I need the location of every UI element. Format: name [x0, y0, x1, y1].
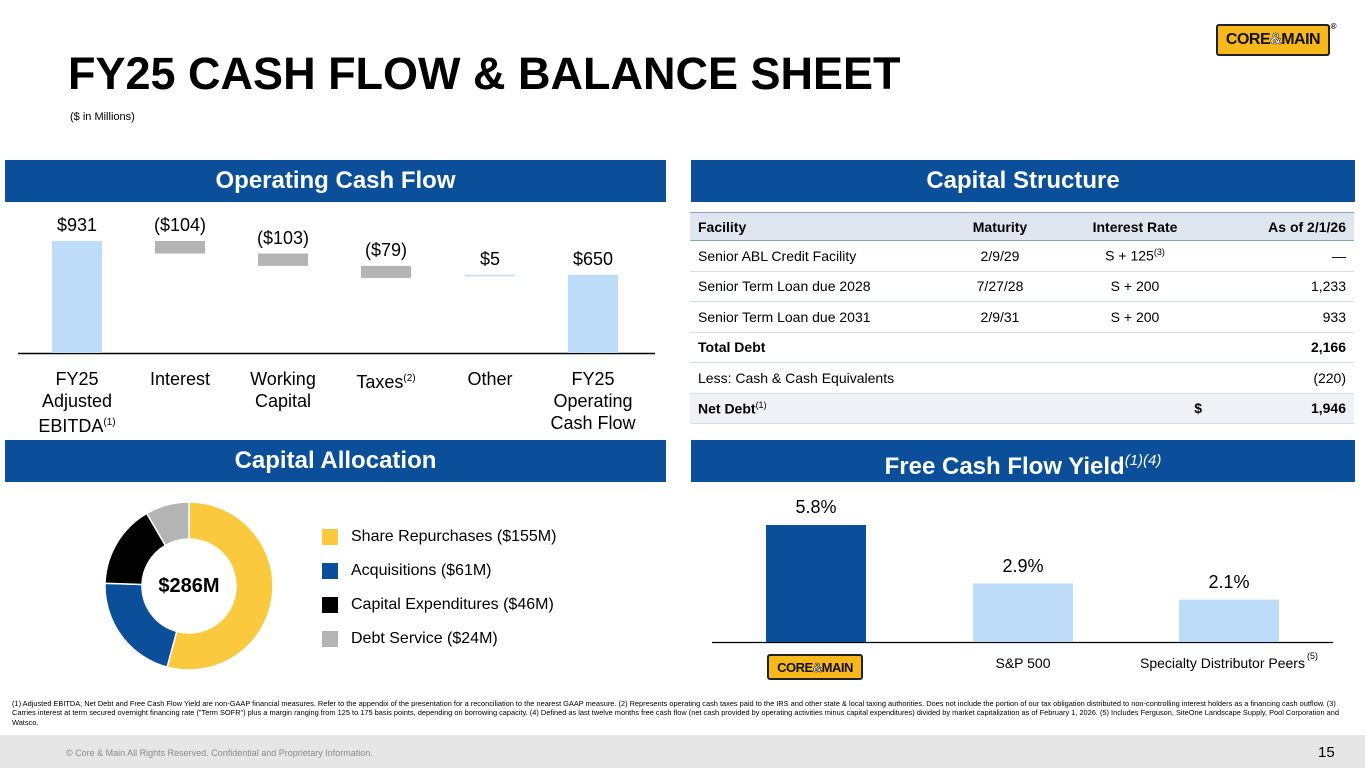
ocf-category-line: Capital — [254, 391, 312, 411]
rate-cell: S + 200 — [1060, 271, 1210, 302]
legend-swatch-capex — [322, 597, 338, 613]
total-debt-label: Total Debt — [690, 332, 940, 363]
legend-swatch-debt-service — [322, 631, 338, 647]
donut-center-total: $286M — [158, 575, 220, 597]
ocf-category-line: Cash Flow — [550, 413, 636, 433]
ocf-category-footnote: (1) — [103, 417, 116, 428]
logo-text-main: MAIN — [1281, 31, 1321, 48]
fcf-category-label: Specialty Distributor Peers $^{(5)}$ — [1140, 651, 1318, 671]
amount-cell: — — [1210, 241, 1354, 272]
col-interest-rate: Interest Rate — [1060, 213, 1210, 241]
ocf-value-label: ($103) — [256, 227, 310, 248]
logo-text-main: MAIN — [821, 659, 853, 675]
less-cash-label: Less: Cash & Cash Equivalents — [690, 363, 1060, 394]
table-row — [690, 241, 1354, 272]
net-debt-row — [690, 393, 1354, 424]
ocf-category-label — [125, 368, 235, 390]
fcf-bar — [766, 525, 866, 642]
fcf-category-footnote: (5) — [1306, 651, 1318, 661]
fcf-value-label: 5.8% — [795, 497, 837, 517]
legend-item — [322, 554, 556, 588]
col-as-of: As of 2/1/26 — [1210, 213, 1354, 241]
page-number: 15 — [1318, 744, 1335, 761]
section-capital-allocation: Capital Allocation — [5, 440, 666, 482]
fcf-category-label: S&P 500 — [995, 655, 1051, 671]
amount-cell: 933 — [1210, 302, 1354, 333]
rate-cell: S + 200 — [1060, 302, 1210, 333]
ocf-bar — [465, 275, 515, 277]
col-facility: Facility — [690, 213, 940, 241]
ocf-value-label: $650 — [572, 248, 614, 269]
fcf-value-label: 2.1% — [1208, 571, 1250, 592]
net-debt-amount: 1,946 — [1210, 393, 1354, 424]
logo-text-amp: & — [1270, 31, 1282, 48]
ocf-bar — [258, 254, 308, 266]
fcf-bar — [973, 584, 1073, 643]
legend-label: Acquisitions ($61M) — [351, 562, 492, 579]
facility-cell: Senior Term Loan due 2031 — [690, 302, 940, 333]
copyright-text: © Core & Main All Rights Reserved. Confidential and Proprietary Information. — [66, 748, 373, 758]
less-cash-row — [690, 363, 1354, 394]
logo-text-core: CORE — [777, 659, 813, 675]
amount-cell: 1,233 — [1210, 271, 1354, 302]
company-logo — [1216, 22, 1336, 56]
ocf-category-label — [228, 368, 338, 412]
net-debt-currency: $ — [1060, 393, 1210, 424]
core-and-main-category-logo — [767, 654, 863, 680]
total-debt-amount: 2,166 — [1210, 332, 1354, 363]
ocf-bar — [568, 275, 618, 353]
ocf-category-label — [331, 368, 441, 393]
total-debt-row — [690, 332, 1354, 363]
legend-item — [322, 622, 556, 656]
ocf-value-label: ($104) — [153, 215, 207, 235]
legend-label: Capital Expenditures ($46M) — [351, 596, 554, 613]
ocf-category-line: Taxes$^{(2)}$ — [356, 372, 416, 392]
ocf-bar — [52, 241, 102, 353]
rate-cell — [1060, 241, 1210, 272]
section-operating-cash-flow: Operating Cash Flow — [5, 160, 666, 202]
table-row — [690, 271, 1354, 302]
page-title: FY25 CASH FLOW & BALANCE SHEET — [68, 48, 901, 99]
ocf-category-line: Interest — [149, 369, 211, 389]
facility-cell: Senior Term Loan due 2028 — [690, 271, 940, 302]
ocf-bar — [361, 266, 411, 278]
logo-text-core: CORE — [1225, 31, 1271, 48]
ocf-category-footnote: (2) — [403, 373, 416, 384]
legend-label: Debt Service ($24M) — [351, 630, 498, 647]
ocf-value-label: ($79) — [364, 239, 408, 260]
capital-structure-table — [690, 212, 1354, 424]
footnotes: (1) Adjusted EBITDA, Net Debt and Free Cash Flow Yield are non-GAAP financial measures. Refer to the appendix of the presentation for a reconciliation to the nearest GAAP measure. (2) Represents operating cash taxes paid to the IRS and other state & local taxing authorities. Does not include the portion of our tax obligation distributed to non-controlling interest holders as a financing cash outflow. (3) Carries interest at term secured overnight financing rate ("Term SOFR") plus a margin ranging from 125 to 175 basis points, depending on borrowing capacity. (4) Defined as last twelve months free cash flow (net cash provided by operating activities minus capital expenditures) divided by market capitalization as of February 1, 2026. (5) Includes Ferguson, SiteOne Landscape Supply, Pool Corporation and Watsco. — [12, 699, 1339, 727]
legend-item — [322, 588, 556, 622]
less-cash-amount: (220) — [1210, 363, 1354, 394]
fcf-yield-title: Free Cash Flow Yield — [884, 453, 1125, 480]
ocf-category-line: Other — [467, 369, 513, 389]
ocf-value-label: $931 — [56, 215, 98, 235]
maturity-cell: 7/27/28 — [940, 271, 1060, 302]
fcf-value-label: 2.9% — [1002, 555, 1044, 576]
table-header-row — [690, 213, 1354, 241]
legend-swatch-share-repurchases — [322, 529, 338, 545]
table-row — [690, 302, 1354, 333]
section-capital-structure: Capital Structure — [691, 160, 1355, 202]
units-note: ($ in Millions) — [70, 111, 135, 123]
capital-allocation-legend — [322, 520, 556, 656]
facility-cell: Senior ABL Credit Facility — [690, 241, 940, 272]
ocf-category-label — [538, 368, 648, 434]
section-fcf-yield — [691, 440, 1355, 482]
maturity-cell: 2/9/29 — [940, 241, 1060, 272]
rate-value: S + 125 — [1105, 248, 1154, 265]
maturity-cell: 2/9/31 — [940, 302, 1060, 333]
ocf-category-line: Operating — [553, 391, 633, 411]
legend-label: Share Repurchases ($155M) — [351, 528, 557, 545]
ocf-category-label — [435, 368, 545, 390]
net-debt-label-cell — [690, 393, 940, 424]
fcf-yield-note: (1)(4) — [1124, 452, 1162, 469]
ocf-category-line: Working — [250, 369, 316, 389]
logo-registered-mark: ® — [1330, 22, 1336, 31]
logo-text-amp: & — [812, 659, 822, 675]
net-debt-footnote: (1) — [755, 399, 767, 410]
ocf-category-label — [22, 368, 132, 437]
col-maturity: Maturity — [940, 213, 1060, 241]
ocf-category-line: FY25 — [571, 369, 615, 389]
ocf-value-label: $5 — [479, 248, 501, 269]
ocf-category-line: Adjusted — [41, 391, 113, 411]
legend-swatch-acquisitions — [322, 563, 338, 579]
net-debt-label: Net Debt — [698, 400, 756, 417]
ocf-bar — [155, 241, 205, 254]
ocf-category-line: EBITDA$^{(1)}$ — [38, 416, 116, 436]
rate-footnote: (3) — [1153, 247, 1165, 258]
legend-item — [322, 520, 556, 554]
fcf-bar — [1179, 600, 1279, 642]
ocf-category-line: FY25 — [55, 369, 99, 389]
